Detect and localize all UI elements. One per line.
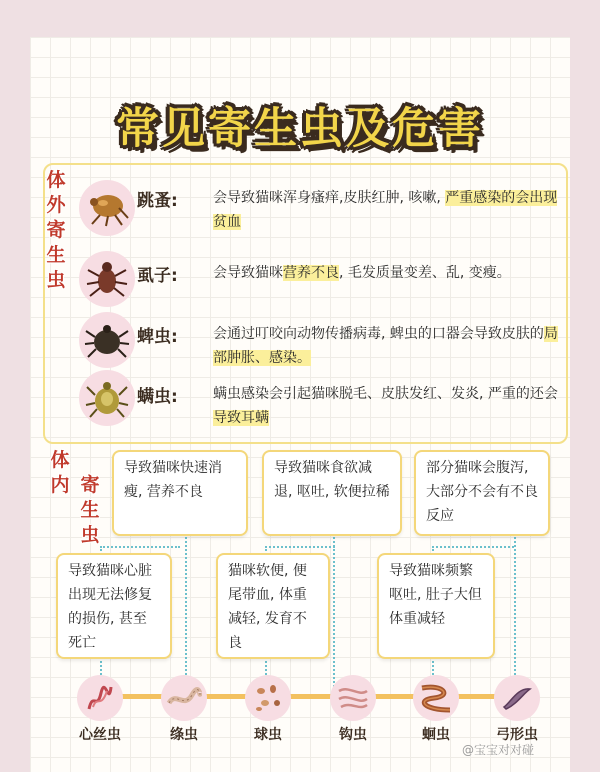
page-title: 常见寄生虫及危害 xyxy=(116,104,484,154)
toxoplasma-icon xyxy=(494,675,540,721)
mite-description: 螨虫感染会引起猫咪脱毛、皮肤发红、发炎, 严重的还会导致耳螨 xyxy=(213,386,558,426)
worm-timeline-band xyxy=(80,694,530,699)
worm-label-coccidia: 球虫 xyxy=(254,727,282,743)
card-toxoplasma-effect: 部分猫咪会腹泻, 大部分不会有不良反应 xyxy=(414,450,550,536)
watermark: @宝宝对对碰 xyxy=(462,743,535,757)
tick-name: 蜱虫: xyxy=(137,327,178,347)
coccidia-icon xyxy=(245,675,291,721)
worm-label-toxoplasma: 弓形虫 xyxy=(496,727,538,743)
louse-description: 会导致猫咪营养不良, 毛发质量变差、乱, 变瘦。 xyxy=(213,265,511,281)
worm-label-hookworm: 钩虫 xyxy=(339,727,367,743)
worm-label-heartworm: 心丝虫 xyxy=(79,727,121,743)
connector-horizontal-3 xyxy=(432,546,514,548)
flea-name: 跳蚤: xyxy=(137,191,178,211)
mite-name: 螨虫: xyxy=(137,387,178,407)
external-section-label: 体 外 寄 生 虫 xyxy=(46,169,66,291)
connector-horizontal-1 xyxy=(100,546,180,548)
connector-toxoplasma xyxy=(514,534,516,694)
internal-section-label-part2: 寄 生 虫 xyxy=(80,474,100,546)
flea-icon xyxy=(79,180,135,236)
louse-name: 虱子: xyxy=(137,266,178,286)
card-coccidia-effect: 猫咪软便, 便尾带血, 体重减轻, 发育不良 xyxy=(216,553,330,659)
worm-label-tapeworm: 绦虫 xyxy=(170,727,198,743)
tick-icon xyxy=(79,312,135,368)
tapeworm-icon xyxy=(161,675,207,721)
roundworm-icon xyxy=(413,675,459,721)
card-tapeworm-effect: 导致猫咪快速消瘦, 营养不良 xyxy=(112,450,248,536)
louse-icon xyxy=(79,251,135,307)
internal-section-label-part1: 体 内 xyxy=(50,449,70,496)
worm-label-roundworm: 蛔虫 xyxy=(422,727,450,743)
connector-horizontal-2 xyxy=(265,546,335,548)
card-hookworm-effect: 导致猫咪食欲减退, 呕吐, 软便拉稀 xyxy=(262,450,402,536)
card-roundworm-effect: 导致猫咪频繁呕吐, 肚子大但体重减轻 xyxy=(377,553,495,659)
tick-description: 会通过叮咬向动物传播病毒, 蜱虫的口器会导致皮肤的局部肿胀、感染。 xyxy=(213,326,558,366)
connector-tapeworm xyxy=(185,534,187,694)
connector-hookworm xyxy=(333,534,335,694)
card-heartworm-effect: 导致猫咪心脏出现无法修复的损伤, 甚至死亡 xyxy=(56,553,172,659)
mite-icon xyxy=(79,370,135,426)
hookworm-icon xyxy=(330,675,376,721)
heartworm-icon xyxy=(77,675,123,721)
flea-description: 会导致猫咪浑身瘙痒,皮肤红肿, 咳嗽, 严重感染的会出现贫血 xyxy=(213,190,558,230)
